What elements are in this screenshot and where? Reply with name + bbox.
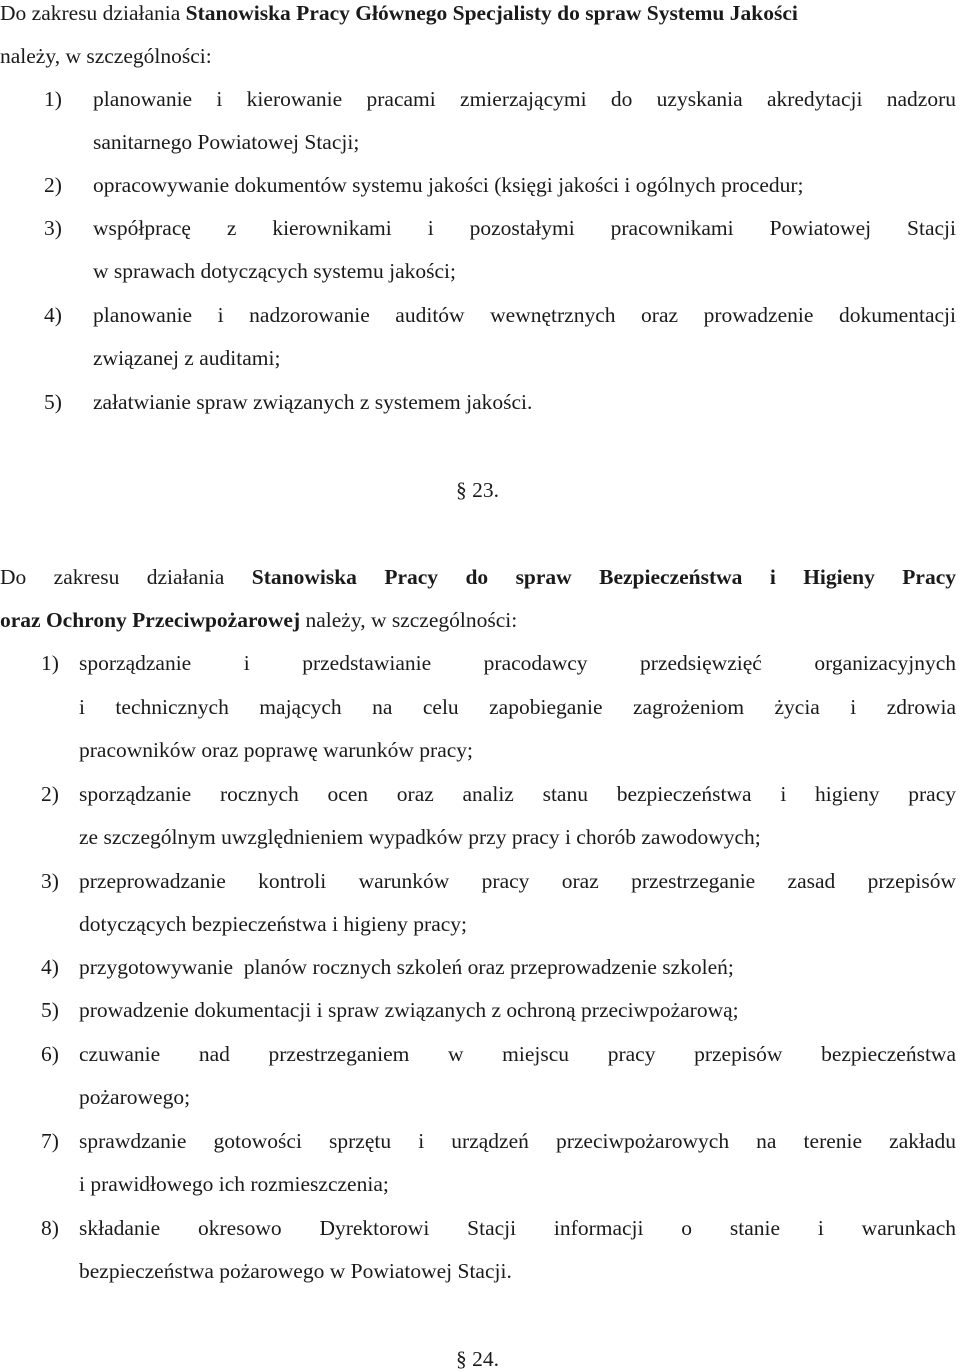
item-text: i technicznych mających na celu zapobieganie zagrożeniom życia i zdrowia <box>79 695 956 719</box>
item-text: związanej z auditami; <box>93 346 281 370</box>
item-label: 8) <box>41 1216 59 1240</box>
item-text: planowanie i kierowanie pracami zmierzającymi do uzyskania akredytacji nadzoru <box>93 87 956 111</box>
section23-intro-bold-2: oraz Ochrony Przeciwpożarowej <box>0 608 301 632</box>
item-text: ze szczególnym uwzględnieniem wypadków przy pracy i chorób zawodowych; <box>79 825 761 849</box>
section23-heading: § 23. <box>456 478 499 502</box>
item-text: dotyczących bezpieczeństwa i higieny pracy; <box>79 912 468 936</box>
item-text: sporządzanie i przedstawianie pracodawcy przedsięwzięć organizacyjnych <box>79 651 956 675</box>
item-text: sporządzanie rocznych ocen oraz analiz stanu bezpieczeństwa i higieny pracy <box>79 782 956 806</box>
item-label: 7) <box>41 1129 59 1153</box>
section23-intro-post: należy, w szczególności: <box>300 608 518 632</box>
item-label: 2) <box>44 173 62 197</box>
item-label: 2) <box>41 782 59 806</box>
item-label: 6) <box>41 1042 59 1066</box>
item-label: 1) <box>41 651 59 675</box>
item-label: 3) <box>41 869 59 893</box>
item-label: 3) <box>44 216 62 240</box>
item-text: i prawidłowego ich rozmieszczenia; <box>79 1172 389 1196</box>
item-text: załatwianie spraw związanych z systemem jakości. <box>93 390 533 414</box>
item-text: składanie okresowo Dyrektorowi Stacji informacji o stanie i warunkach <box>79 1216 956 1240</box>
item-text: opracowywanie dokumentów systemu jakości (księgi jakości i ogólnych procedur; <box>93 173 804 197</box>
section22-intro-bold: Stanowiska Pracy Głównego Specjalisty do spraw Systemu Jakości <box>185 1 798 25</box>
section22-intro-line2 <box>0 43 212 69</box>
section22-intro-post: należy, w szczególności: <box>0 44 212 68</box>
section24-heading: § 24. <box>456 1347 499 1371</box>
item-label: 4) <box>41 955 59 979</box>
item-text: pracowników oraz poprawę warunków pracy; <box>79 738 474 762</box>
item-text: bezpieczeństwa pożarowego w Powiatowej Stacji. <box>79 1259 512 1283</box>
item-text: przygotowywanie planów rocznych szkoleń oraz przeprowadzenie szkoleń; <box>79 955 734 979</box>
item-text: sanitarnego Powiatowej Stacji; <box>93 130 360 154</box>
item-text: pożarowego; <box>79 1085 191 1109</box>
section22-intro-line1 <box>0 0 956 26</box>
item-label: 1) <box>44 87 62 111</box>
item-label: 5) <box>44 390 62 414</box>
item-text: współpracę z kierownikami i pozostałymi pracownikami Powiatowej Stacji <box>93 216 956 240</box>
item-text: czuwanie nad przestrzeganiem w miejscu pracy przepisów bezpieczeństwa <box>79 1042 956 1066</box>
section23-intro-line2 <box>0 607 517 633</box>
item-text: sprawdzanie gotowości sprzętu i urządzeń przeciwpożarowych na terenie zakładu <box>79 1129 956 1153</box>
item-text: w sprawach dotyczących systemu jakości; <box>93 259 456 283</box>
item-text: planowanie i nadzorowanie auditów wewnętrznych oraz prowadzenie dokumentacji <box>93 303 956 327</box>
item-text: prowadzenie dokumentacji i spraw związanych z ochroną przeciwpożarową; <box>79 998 739 1022</box>
item-label: 5) <box>41 998 59 1022</box>
item-text: przeprowadzanie kontroli warunków pracy oraz przestrzeganie zasad przepisów <box>79 869 956 893</box>
section23-intro-bold-1: Stanowiska Pracy do spraw Bezpieczeństwa i Higieny Pracy <box>251 565 956 589</box>
item-label: 4) <box>44 303 62 327</box>
section23-intro-pre: Do zakresu działania <box>0 565 252 589</box>
section22-intro-pre: Do zakresu działania <box>0 1 186 25</box>
section23-intro-line1 <box>0 564 956 590</box>
